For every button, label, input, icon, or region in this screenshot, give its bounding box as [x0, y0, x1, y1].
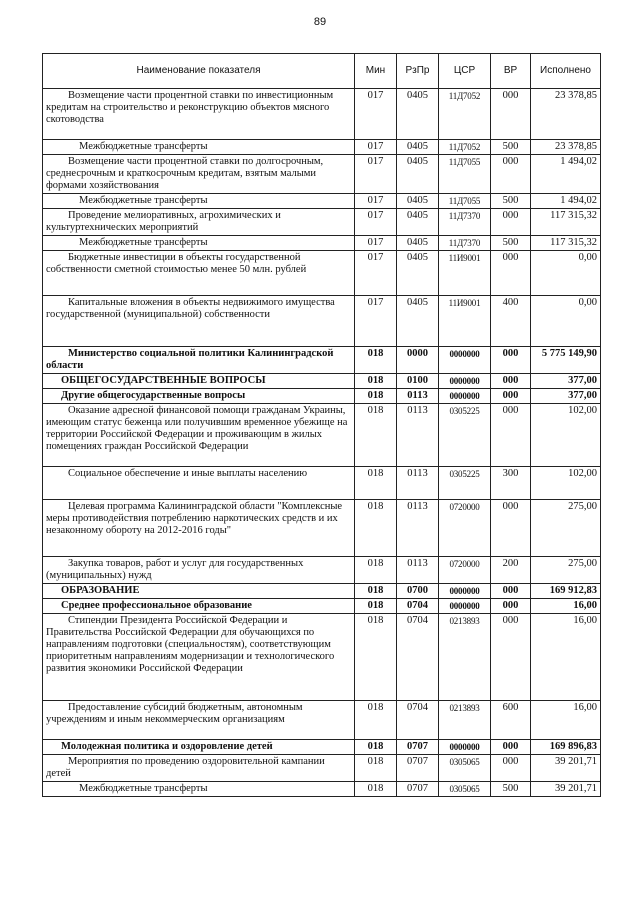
cell-vr: 000	[491, 89, 531, 140]
cell-done: 117 315,32	[531, 236, 601, 251]
cell-min: 018	[355, 347, 397, 374]
cell-name: Оказание адресной финансовой помощи гражданам Украины, имеющим статус беженца или получившим временное убежище на территории Российской Федерации и проживающим в жилых помещениях граждан Российской Федерации	[43, 404, 355, 467]
cell-csr: 0305225	[439, 467, 491, 500]
cell-rzpr: 0113	[397, 467, 439, 500]
cell-done: 1 494,02	[531, 194, 601, 209]
cell-name: Стипендии Президента Российской Федерации и Правительства Российской Федерации для обучающихся по направлениям подготовки (специальностям), соответствующим приоритетным направлениям модернизации и технологического развития экономики Российской Федерации	[43, 614, 355, 701]
cell-min: 018	[355, 404, 397, 467]
cell-vr: 200	[491, 557, 531, 584]
header-rzpr: РзПр	[397, 54, 439, 89]
cell-min: 018	[355, 614, 397, 701]
header-vr: ВР	[491, 54, 531, 89]
cell-vr: 000	[491, 740, 531, 755]
cell-done: 39 201,71	[531, 755, 601, 782]
cell-done: 102,00	[531, 404, 601, 467]
cell-vr: 600	[491, 701, 531, 740]
cell-min: 017	[355, 209, 397, 236]
cell-min: 017	[355, 140, 397, 155]
cell-name: Проведение мелиоративных, агрохимических и культуртехнических мероприятий	[43, 209, 355, 236]
cell-min: 017	[355, 194, 397, 209]
cell-done: 23 378,85	[531, 140, 601, 155]
cell-vr: 000	[491, 347, 531, 374]
cell-name: Целевая программа Калининградской области "Комплексные меры противодействия потреблению наркотических средств и их незаконному обороту на 2012-2016 годы"	[43, 500, 355, 557]
cell-csr: 11Д7052	[439, 140, 491, 155]
table-row	[43, 389, 601, 404]
cell-csr: 11И9001	[439, 296, 491, 347]
table-row	[43, 347, 601, 374]
cell-vr: 000	[491, 599, 531, 614]
cell-name: Предоставление субсидий бюджетным, автономным учреждениям и иным некоммерческим организациям	[43, 701, 355, 740]
table-row	[43, 140, 601, 155]
cell-csr: 11Д7052	[439, 89, 491, 140]
cell-min: 017	[355, 155, 397, 194]
cell-min: 017	[355, 251, 397, 296]
cell-csr: 11И9001	[439, 251, 491, 296]
table-row	[43, 236, 601, 251]
table-row	[43, 467, 601, 500]
cell-min: 018	[355, 467, 397, 500]
cell-done: 275,00	[531, 557, 601, 584]
cell-csr: 0000000	[439, 389, 491, 404]
cell-min: 018	[355, 599, 397, 614]
cell-name: Закупка товаров, работ и услуг для государственных (муниципальных) нужд	[43, 557, 355, 584]
cell-min: 017	[355, 296, 397, 347]
header-min: Мин	[355, 54, 397, 89]
cell-rzpr: 0405	[397, 140, 439, 155]
cell-rzpr: 0113	[397, 389, 439, 404]
cell-min: 018	[355, 500, 397, 557]
cell-rzpr: 0405	[397, 89, 439, 140]
cell-vr: 500	[491, 236, 531, 251]
cell-rzpr: 0000	[397, 347, 439, 374]
cell-rzpr: 0405	[397, 155, 439, 194]
table-row	[43, 296, 601, 347]
cell-rzpr: 0405	[397, 236, 439, 251]
cell-csr: 11Д7370	[439, 209, 491, 236]
cell-csr: 0000000	[439, 347, 491, 374]
cell-csr: 0000000	[439, 599, 491, 614]
cell-vr: 000	[491, 755, 531, 782]
cell-vr: 000	[491, 404, 531, 467]
cell-rzpr: 0405	[397, 209, 439, 236]
cell-name: Возмещение части процентной ставки по долгосрочным, среднесрочным и краткосрочным кредитам, взятым малыми формами хозяйствования	[43, 155, 355, 194]
table-row	[43, 251, 601, 296]
table-row	[43, 374, 601, 389]
table-row	[43, 740, 601, 755]
cell-name: Капитальные вложения в объекты недвижимого имущества государственной (муниципальной) собственности	[43, 296, 355, 347]
cell-rzpr: 0100	[397, 374, 439, 389]
cell-min: 018	[355, 374, 397, 389]
cell-done: 0,00	[531, 296, 601, 347]
cell-min: 018	[355, 755, 397, 782]
cell-vr: 000	[491, 374, 531, 389]
table-row	[43, 89, 601, 140]
cell-name: ОБЩЕГОСУДАРСТВЕННЫЕ ВОПРОСЫ	[43, 374, 355, 389]
cell-name: Бюджетные инвестиции в объекты государственной собственности сметной стоимостью менее 50 млн. рублей	[43, 251, 355, 296]
cell-vr: 000	[491, 209, 531, 236]
cell-name: Молодежная политика и оздоровление детей	[43, 740, 355, 755]
cell-csr: 0213893	[439, 614, 491, 701]
cell-done: 377,00	[531, 374, 601, 389]
cell-vr: 000	[491, 389, 531, 404]
cell-name: Министерство социальной политики Калининградской области	[43, 347, 355, 374]
cell-min: 018	[355, 740, 397, 755]
cell-min: 018	[355, 557, 397, 584]
cell-done: 39 201,71	[531, 782, 601, 797]
cell-name: Мероприятия по проведению оздоровительной кампании детей	[43, 755, 355, 782]
header-name: Наименование показателя	[43, 54, 355, 89]
cell-done: 16,00	[531, 701, 601, 740]
table-row	[43, 755, 601, 782]
table-row	[43, 194, 601, 209]
cell-rzpr: 0707	[397, 740, 439, 755]
table-row	[43, 500, 601, 557]
cell-name: Среднее профессиональное образование	[43, 599, 355, 614]
cell-vr: 000	[491, 251, 531, 296]
cell-rzpr: 0700	[397, 584, 439, 599]
cell-done: 377,00	[531, 389, 601, 404]
cell-vr: 000	[491, 584, 531, 599]
table-header-row	[43, 54, 601, 89]
cell-done: 16,00	[531, 599, 601, 614]
cell-csr: 0305065	[439, 782, 491, 797]
header-csr: ЦСР	[439, 54, 491, 89]
cell-done: 16,00	[531, 614, 601, 701]
cell-rzpr: 0113	[397, 500, 439, 557]
cell-vr: 500	[491, 782, 531, 797]
cell-csr: 0213893	[439, 701, 491, 740]
table-row	[43, 614, 601, 701]
cell-name: Возмещение части процентной ставки по инвестиционным кредитам на строительство и реконструкцию объектов мясного скотоводства	[43, 89, 355, 140]
cell-name: Межбюджетные трансферты	[43, 194, 355, 209]
cell-vr: 000	[491, 155, 531, 194]
cell-csr: 0720000	[439, 500, 491, 557]
cell-done: 1 494,02	[531, 155, 601, 194]
header-done: Исполнено	[531, 54, 601, 89]
cell-rzpr: 0707	[397, 755, 439, 782]
cell-csr: 0000000	[439, 740, 491, 755]
cell-rzpr: 0704	[397, 701, 439, 740]
cell-rzpr: 0113	[397, 557, 439, 584]
cell-rzpr: 0405	[397, 194, 439, 209]
cell-name: Социальное обеспечение и иные выплаты населению	[43, 467, 355, 500]
table-row	[43, 584, 601, 599]
cell-min: 017	[355, 89, 397, 140]
table-row	[43, 782, 601, 797]
cell-csr: 0000000	[439, 584, 491, 599]
table-row	[43, 701, 601, 740]
cell-done: 169 896,83	[531, 740, 601, 755]
cell-done: 275,00	[531, 500, 601, 557]
cell-vr: 400	[491, 296, 531, 347]
cell-done: 0,00	[531, 251, 601, 296]
cell-done: 23 378,85	[531, 89, 601, 140]
cell-min: 018	[355, 782, 397, 797]
cell-csr: 11Д7370	[439, 236, 491, 251]
cell-rzpr: 0704	[397, 599, 439, 614]
cell-min: 017	[355, 236, 397, 251]
cell-csr: 0720000	[439, 557, 491, 584]
cell-done: 169 912,83	[531, 584, 601, 599]
page-number: 89	[313, 16, 327, 28]
cell-rzpr: 0707	[397, 782, 439, 797]
cell-csr: 11Д7055	[439, 155, 491, 194]
cell-min: 018	[355, 389, 397, 404]
table-row	[43, 155, 601, 194]
table-row	[43, 404, 601, 467]
cell-done: 102,00	[531, 467, 601, 500]
cell-name: ОБРАЗОВАНИЕ	[43, 584, 355, 599]
cell-rzpr: 0113	[397, 404, 439, 467]
cell-rzpr: 0405	[397, 251, 439, 296]
cell-vr: 500	[491, 140, 531, 155]
budget-table	[42, 53, 601, 797]
cell-vr: 300	[491, 467, 531, 500]
cell-csr: 0000000	[439, 374, 491, 389]
cell-name: Межбюджетные трансферты	[43, 236, 355, 251]
cell-vr: 000	[491, 500, 531, 557]
cell-vr: 500	[491, 194, 531, 209]
cell-rzpr: 0405	[397, 296, 439, 347]
cell-min: 018	[355, 701, 397, 740]
cell-name: Другие общегосударственные вопросы	[43, 389, 355, 404]
cell-csr: 0305065	[439, 755, 491, 782]
cell-name: Межбюджетные трансферты	[43, 140, 355, 155]
cell-done: 5 775 149,90	[531, 347, 601, 374]
cell-csr: 0305225	[439, 404, 491, 467]
cell-name: Межбюджетные трансферты	[43, 782, 355, 797]
table-row	[43, 557, 601, 584]
cell-csr: 11Д7055	[439, 194, 491, 209]
cell-done: 117 315,32	[531, 209, 601, 236]
cell-min: 018	[355, 584, 397, 599]
cell-vr: 000	[491, 614, 531, 701]
cell-rzpr: 0704	[397, 614, 439, 701]
table-row	[43, 209, 601, 236]
table-row	[43, 599, 601, 614]
